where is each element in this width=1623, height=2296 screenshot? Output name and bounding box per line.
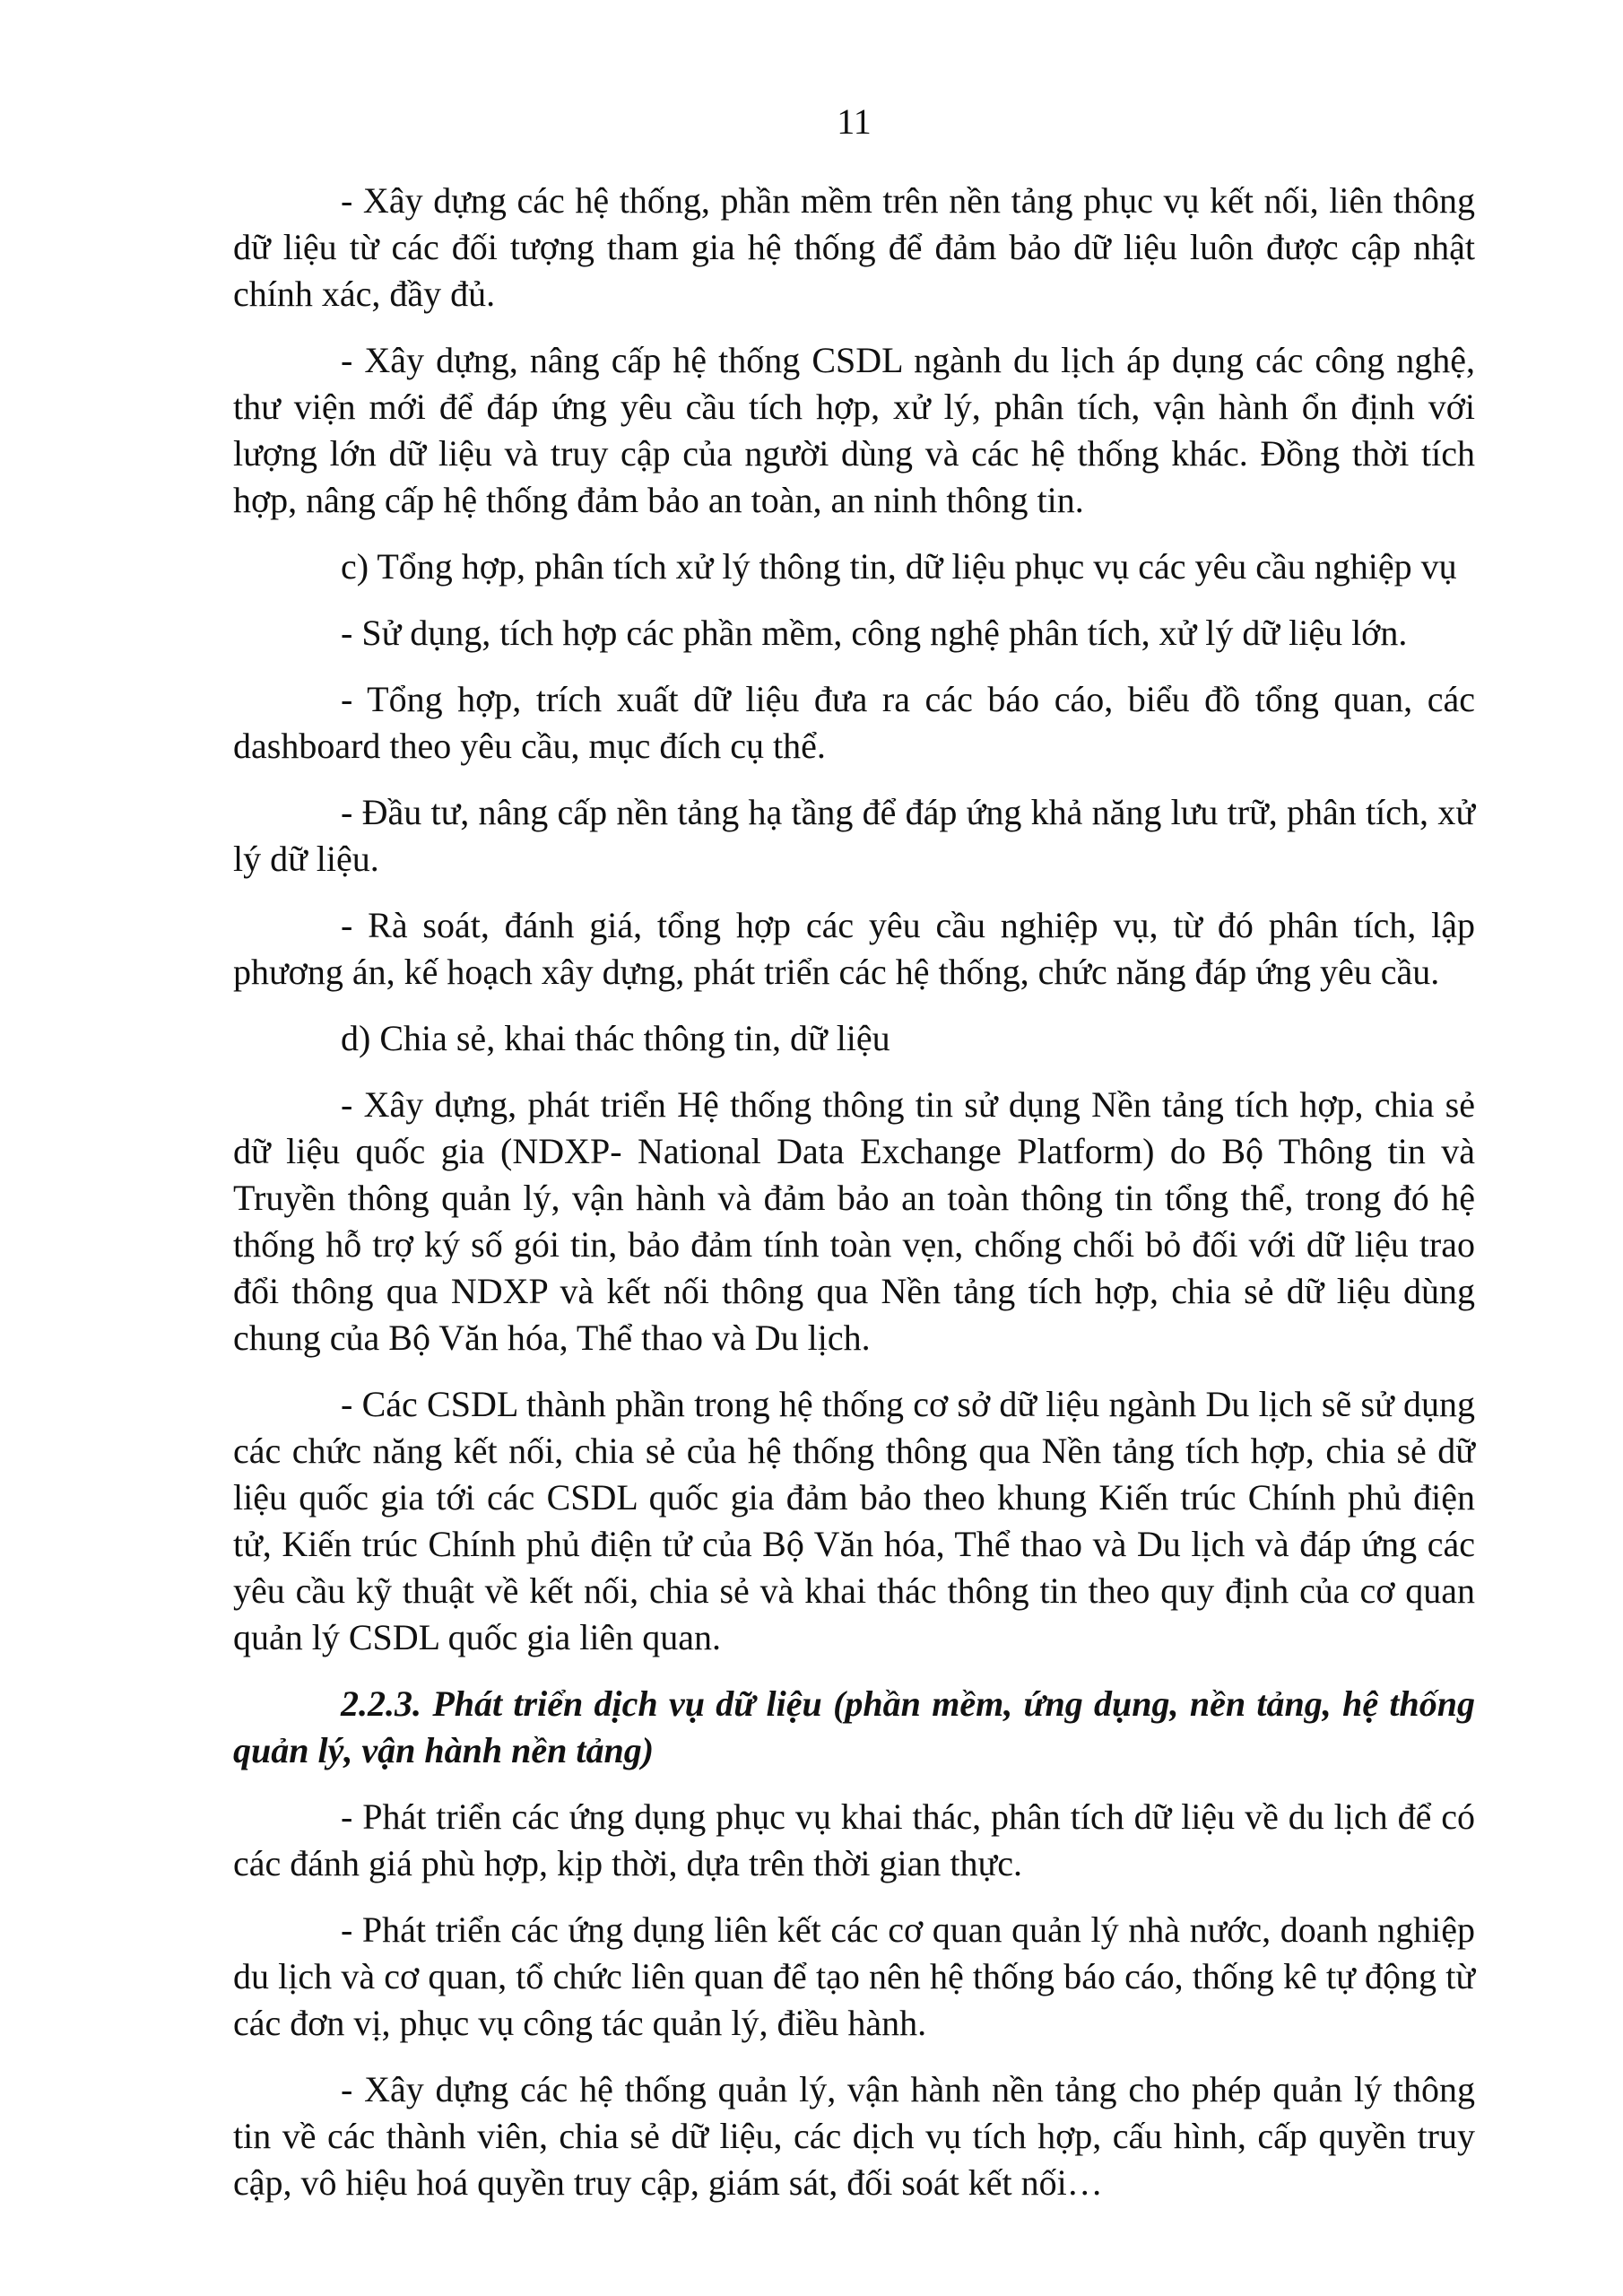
document-page — [233, 97, 1475, 2226]
section-heading: 2.2.3. Phát triển dịch vụ dữ liệu (phần mềm, ứng dụng, nền tảng, hệ thống quản lý, vận hành nền tảng) — [233, 1683, 1475, 1770]
paragraph: - Tổng hợp, trích xuất dữ liệu đưa ra các báo cáo, biểu đồ tổng quan, các dashboard theo yêu cầu, mục đích cụ thể. — [233, 679, 1475, 766]
paragraph: - Xây dựng, nâng cấp hệ thống CSDL ngành du lịch áp dụng các công nghệ, thư viện mới để đáp ứng yêu cầu tích hợp, xử lý, phân tích, vận hành ổn định với lượng lớn dữ liệu và truy cập của người dùng và các hệ thống khác. Đồng thời tích hợp, nâng cấp hệ thống đảm bảo an toàn, an ninh thông tin. — [233, 340, 1475, 520]
paragraph: - Phát triển các ứng dụng phục vụ khai thác, phân tích dữ liệu về du lịch để có các đánh giá phù hợp, kịp thời, dựa trên thời gian thực. — [233, 1796, 1475, 1883]
paragraph: - Xây dựng các hệ thống, phần mềm trên nền tảng phục vụ kết nối, liên thông dữ liệu từ các đối tượng tham gia hệ thống để đảm bảo dữ liệu luôn được cập nhật chính xác, đầy đủ. — [233, 180, 1475, 314]
paragraph: - Sử dụng, tích hợp các phần mềm, công nghệ phân tích, xử lý dữ liệu lớn. — [341, 613, 1408, 653]
page-number: 11 — [837, 101, 872, 142]
paragraph: - Các CSDL thành phần trong hệ thống cơ sở dữ liệu ngành Du lịch sẽ sử dụng các chức năng kết nối, chia sẻ của hệ thống thông qua Nền tảng tích hợp, chia sẻ dữ liệu quốc gia tới các CSDL quốc gia đảm bảo theo khung Kiến trúc Chính phủ điện tử, Kiến trúc Chính phủ điện tử của Bộ Văn hóa, Thể thao và Du lịch và đáp ứng các yêu cầu kỹ thuật về kết nối, chia sẻ và khai thác thông tin theo quy định của cơ quan quản lý CSDL quốc gia liên quan. — [233, 1384, 1475, 1657]
subsection-d: d) Chia sẻ, khai thác thông tin, dữ liệu — [341, 1018, 890, 1058]
paragraph: - Phát triển các ứng dụng liên kết các cơ quan quản lý nhà nước, doanh nghiệp du lịch và cơ quan, tổ chức liên quan để tạo nên hệ thống báo cáo, thống kê tự động từ các đơn vị, phục vụ công tác quản lý, điều hành. — [233, 1909, 1475, 2043]
paragraph: - Xây dựng các hệ thống quản lý, vận hành nền tảng cho phép quản lý thông tin về các thành viên, chia sẻ dữ liệu, các dịch vụ tích hợp, cấu hình, cấp quyền truy cập, vô hiệu hoá quyền truy cập, giám sát, đối soát kết nối… — [233, 2069, 1475, 2203]
paragraph: - Rà soát, đánh giá, tổng hợp các yêu cầu nghiệp vụ, từ đó phân tích, lập phương án, kế hoạch xây dựng, phát triển các hệ thống, chức năng đáp ứng yêu cầu. — [233, 905, 1475, 992]
subsection-c: c) Tổng hợp, phân tích xử lý thông tin, dữ liệu phục vụ các yêu cầu nghiệp vụ — [341, 546, 1457, 587]
paragraph: - Xây dựng, phát triển Hệ thống thông tin sử dụng Nền tảng tích hợp, chia sẻ dữ liệu quốc gia (NDXP- National Data Exchange Platform) do Bộ Thông tin và Truyền thông quản lý, vận hành và đảm bảo an toàn thông tin tổng thể, trong đó hệ thống hỗ trợ ký số gói tin, bảo đảm tính toàn vẹn, chống chối bỏ đối với dữ liệu trao đổi thông qua NDXP và kết nối thông qua Nền tảng tích hợp, chia sẻ dữ liệu dùng chung của Bộ Văn hóa, Thể thao và Du lịch. — [233, 1084, 1475, 1358]
paragraph: - Đầu tư, nâng cấp nền tảng hạ tầng để đáp ứng khả năng lưu trữ, phân tích, xử lý dữ liệu. — [233, 792, 1475, 879]
